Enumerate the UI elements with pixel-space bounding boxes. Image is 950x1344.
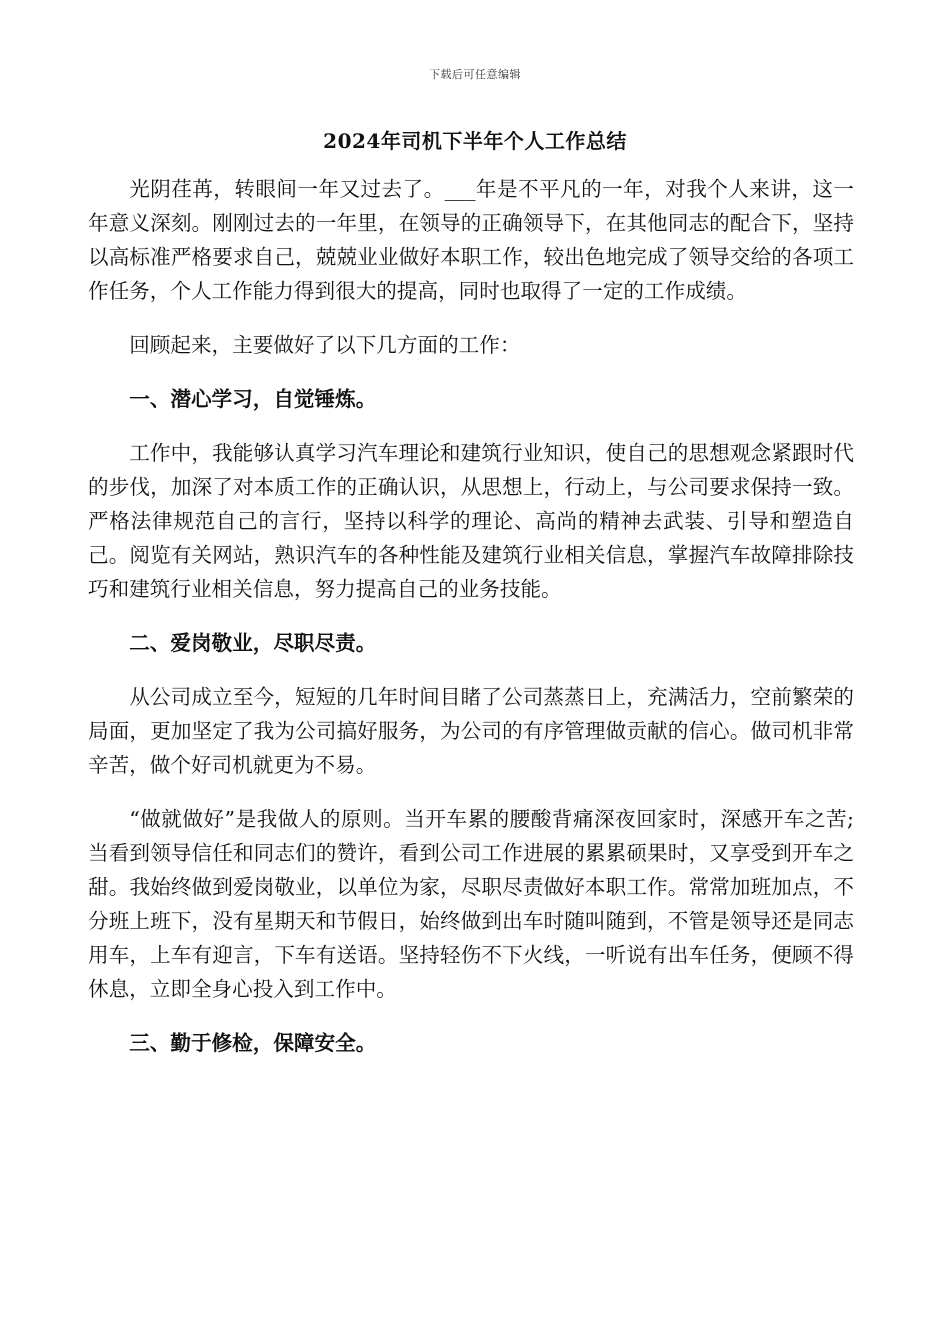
paragraph-study: 工作中，我能够认真学习汽车理论和建筑行业知识，使自己的思想观念紧跟时代的步伐，加深了对本质工作的正确认识，从思想上，行动上，与公司要求保持一致。严格法律规范自己的言行，坚持以科学的理论、高尚的精神去武装、引导和塑造自己。阅览有关网站，熟识汽车的各种性能及建筑行业相关信息，掌握汽车故障排除技巧和建筑行业相关信息，努力提高自己的业务技能。 xyxy=(88,441,854,601)
section-heading-3: 三、勤于修检，保障安全。 xyxy=(129,1031,377,1055)
paragraph-review: 回顾起来，主要做好了以下几方面的工作： xyxy=(129,333,521,357)
document-body xyxy=(88,172,854,1080)
paragraph-company: 从公司成立至今，短短的几年时间目睹了公司蒸蒸日上，充满活力，空前繁荣的局面，更加坚定了我为公司搞好服务，为公司的有序管理做贡献的信心。做司机非常辛苦，做个好司机就更为不易。 xyxy=(88,685,854,777)
document-title: 2024年司机下半年个人工作总结 xyxy=(323,129,627,153)
page-header-note: 下载后可任意编辑 xyxy=(429,68,521,81)
section-heading-2: 二、爱岗敬业，尽职尽责。 xyxy=(129,631,377,655)
paragraph-intro: 光阴荏苒，转眼间一年又过去了。___年是不平凡的一年，对我个人来讲，这一年意义深刻。刚刚过去的一年里，在领导的正确领导下，在其他同志的配合下，坚持以高标准严格要求自己，兢兢业业做好本职工作，较出色地完成了领导交给的各项工作任务，个人工作能力得到很大的提高，同时也取得了一定的工作成绩。 xyxy=(88,177,854,303)
section-heading-1: 一、潜心学习，自觉锤炼。 xyxy=(129,387,377,411)
paragraph-principle: “做就做好”是我做人的原则。当开车累的腰酸背痛深夜回家时，深感开车之苦;当看到领导信任和同志们的赞许，看到公司工作进展的累累硕果时，又享受到开车之甜。我始终做到爱岗敬业，以单位为家，尽职尽责做好本职工作。常常加班加点，不分班上班下，没有星期天和节假日，始终做到出车时随叫随到，不管是领导还是同志用车，上车有迎言，下车有送语。坚持轻伤不下火线，一听说有出车任务，便顾不得休息，立即全身心投入到工作中。 xyxy=(88,807,854,1001)
